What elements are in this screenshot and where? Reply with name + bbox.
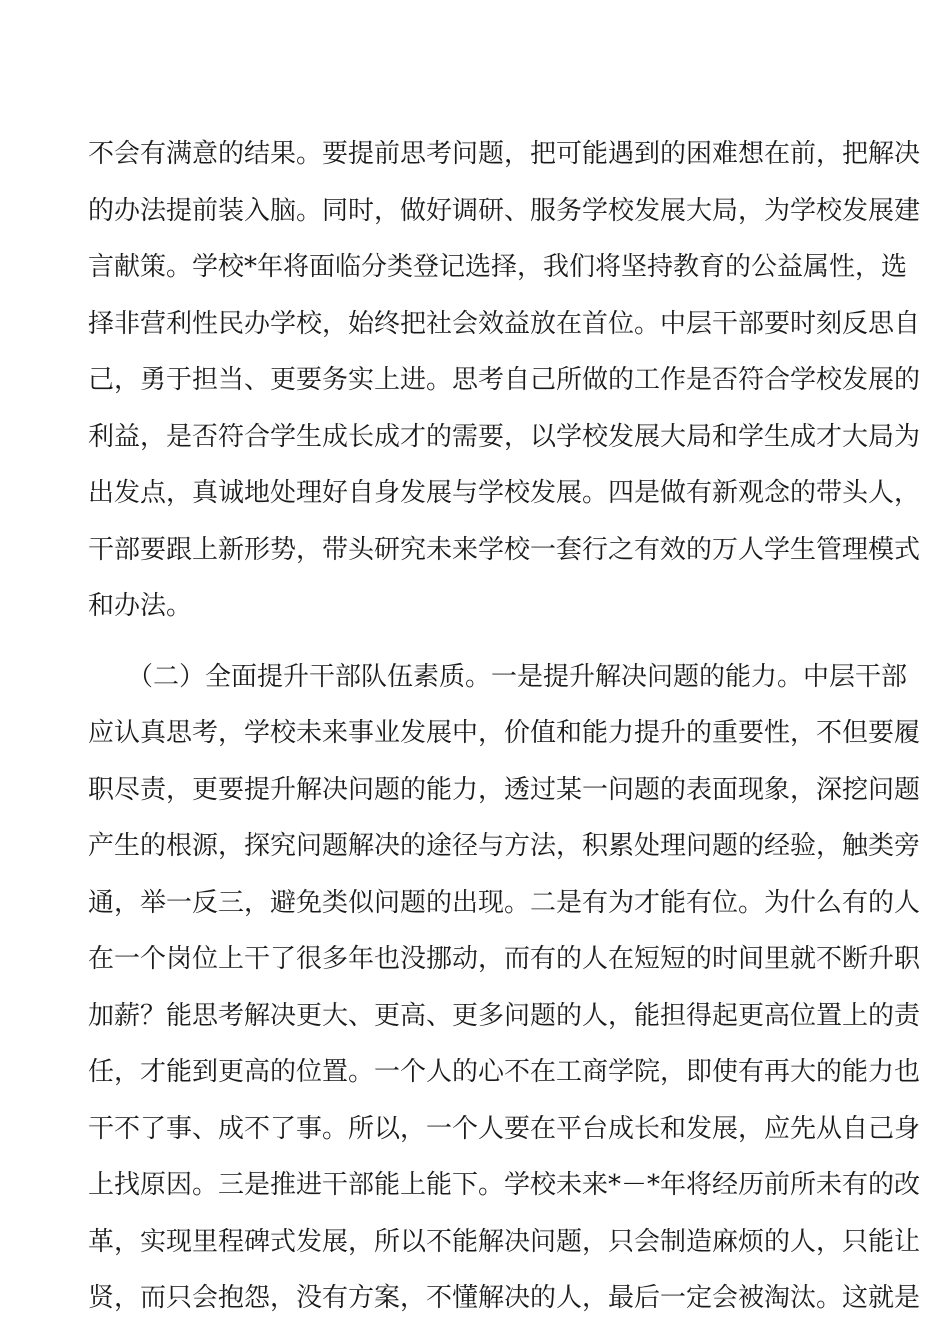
- text-line: （二）全面提升干部队伍素质。一是提升解决问题的能力。中层干部: [88, 661, 908, 692]
- paragraph-2: [88, 649, 921, 1327]
- text-line: 任，才能到更高的位置。一个人的心不在工商学院，即使有再大的能力也: [88, 1057, 921, 1087]
- text-line: 革，实现里程碑式发展，所以不能解决问题，只会制造麻烦的人，只能让: [88, 1226, 921, 1257]
- paragraph-gap: [88, 635, 868, 649]
- text-line: 加薪？能思考解决更大、更高、更多问题的人，能担得起更高位置上的责: [88, 1000, 921, 1031]
- text-line: 干部要跟上新形势，带头研究未来学校一套行之有效的万人学生管理模式: [88, 534, 921, 565]
- text-line: 利益，是否符合学生成长成才的需要，以学校发展大局和学生成才大局为: [88, 421, 921, 452]
- text-line: 产生的根源，探究问题解决的途径与方法，积累处理问题的经验，触类旁: [88, 831, 921, 861]
- text-line: 通，举一反三，避免类似问题的出现。二是有为才能有位。为什么有的人: [88, 887, 921, 918]
- paragraph-1: [88, 126, 921, 635]
- text-line: 出发点，真诚地处理好自身发展与学校发展。四是做有新观念的带头人，: [88, 478, 921, 508]
- text-line: 上找原因。三是推进干部能上能下。学校未来*－*年将经历前所未有的改: [88, 1170, 921, 1200]
- text-line: 应认真思考，学校未来事业发展中，价值和能力提升的重要性，不但要履: [88, 718, 921, 748]
- text-line: 言献策。学校*年将面临分类登记选择，我们将坚持教育的公益属性，选: [88, 252, 908, 282]
- text-line: 和办法。: [88, 591, 193, 621]
- text-line: 己，勇于担当、更要务实上进。思考自己所做的工作是否符合学校发展的: [88, 365, 921, 395]
- text-line: 职尽责，更要提升解决问题的能力，透过某一问题的表面现象，深挖问题: [88, 774, 921, 805]
- text-line: 不会有满意的结果。要提前思考问题，把可能遇到的困难想在前，把解决: [88, 139, 921, 169]
- text-line: 的办法提前装入脑。同时，做好调研、服务学校发展大局，为学校发展建: [88, 195, 921, 226]
- text-line: 在一个岗位上干了很多年也没挪动，而有的人在短短的时间里就不断升职: [88, 944, 921, 974]
- text-line: 贤，而只会抱怨，没有方案，不懂解决的人，最后一定会被淘汰。这就是: [88, 1283, 921, 1313]
- text-line: 择非营利性民办学校，始终把社会效益放在首位。中层干部要时刻反思自: [88, 308, 921, 339]
- text-line: 干不了事、成不了事。所以，一个人要在平台成长和发展，应先从自己身: [88, 1113, 921, 1144]
- document-body: [88, 126, 921, 1327]
